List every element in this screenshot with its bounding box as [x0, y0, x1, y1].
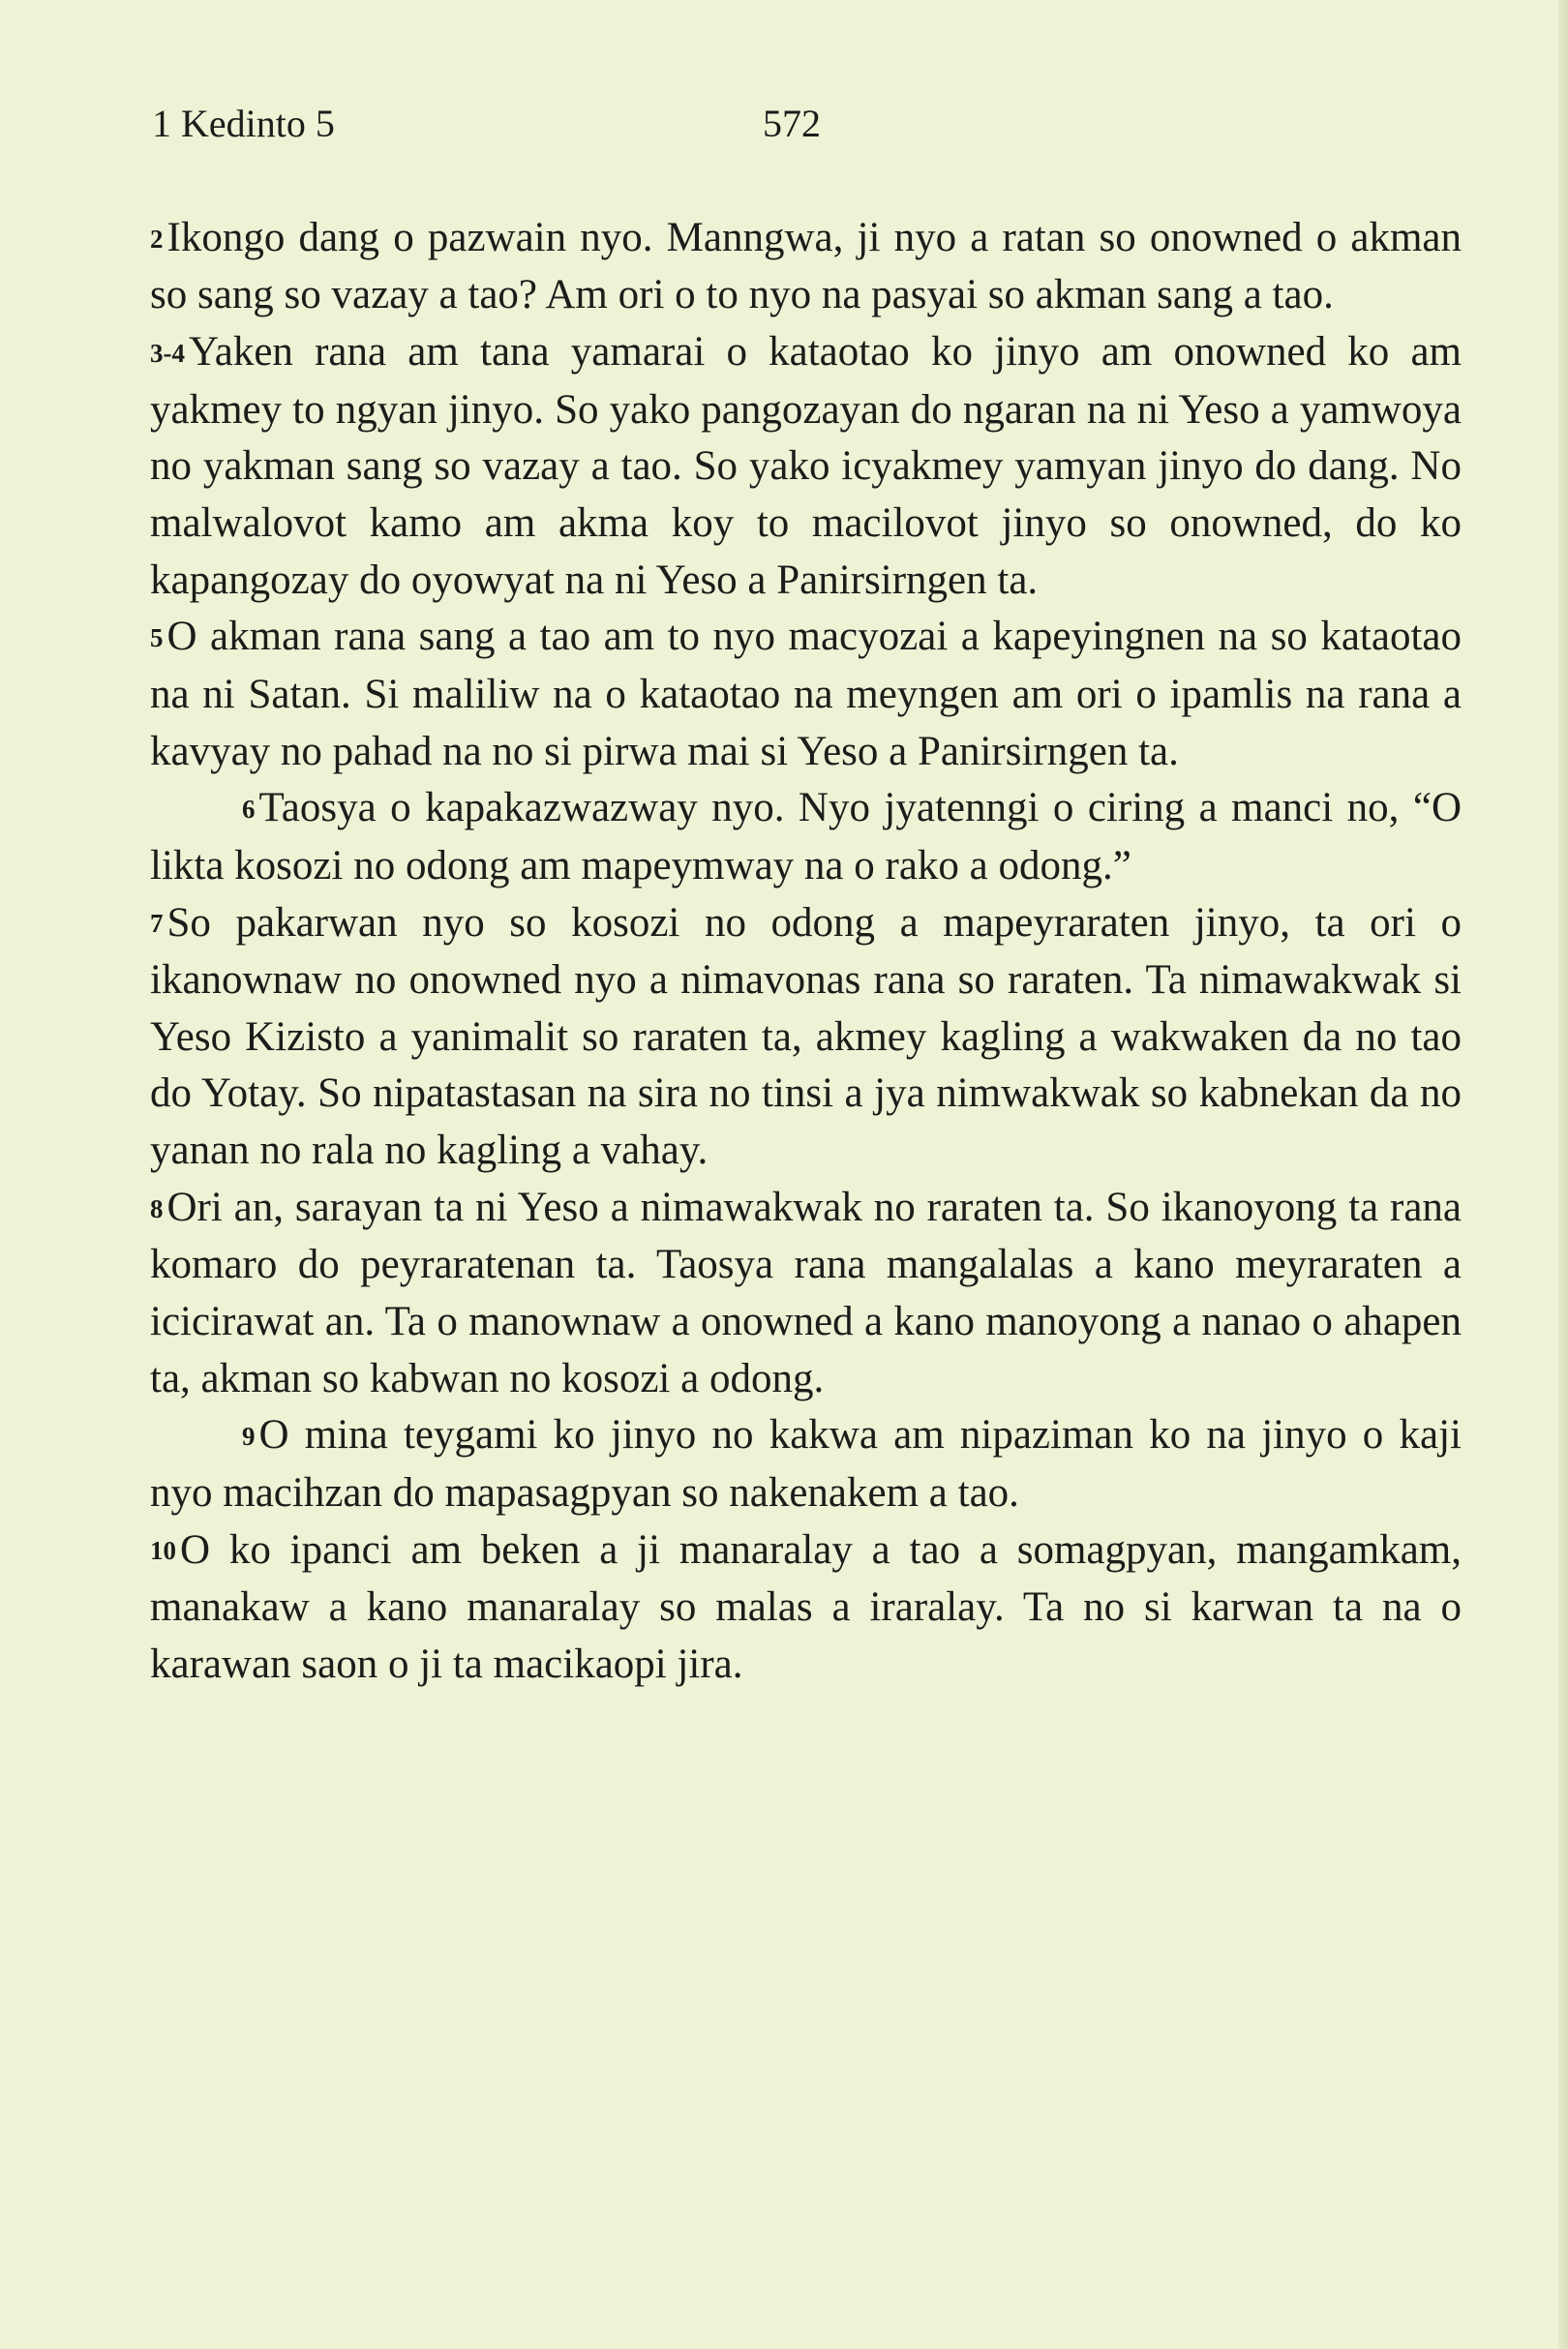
verse-paragraph — [150, 1407, 1462, 1521]
verse-text: O mina teygami ko jinyo no kakwa am nipaziman ko na jinyo o kaji nyo macihzan do mapasagpyan so nakenakem a tao. — [150, 1412, 1462, 1516]
verse-text: Ori an, sarayan ta ni Yeso a nimawakwak no raraten ta. So ikanoyong ta rana komaro do peyraratenan ta. Taosya rana mangalalas a kano meyraraten a icicirawat an. Ta o manownaw a onowned a kano manoyong a nanao o ahapen ta, akman so kabwan no kosozi a odong. — [150, 1184, 1462, 1401]
verse-paragraph — [150, 210, 1462, 324]
verse-text: Taosya o kapakazwazway nyo. Nyo jyatenngi o ciring a manci no, “O likta kosozi no odong am mapeymway na o rako a odong.” — [150, 785, 1462, 888]
verse-paragraph — [150, 1522, 1462, 1694]
running-header — [145, 95, 1462, 153]
page-number: 572 — [763, 102, 821, 145]
verse-paragraph — [150, 895, 1462, 1180]
verse-text: O ko ipanci am beken a ji manaralay a tao a somagpyan, mangamkam, manakaw a kano manaralay so malas a iraralay. Ta no si karwan ta na o karawan saon o ji ta macikaopi jira. — [150, 1526, 1462, 1687]
verse-paragraph — [150, 780, 1462, 894]
verse-number: 6 — [242, 795, 256, 825]
verse-number: 9 — [242, 1422, 256, 1452]
chapter-text — [150, 210, 1462, 1693]
verse-paragraph — [150, 324, 1462, 609]
verse-paragraph — [150, 609, 1462, 780]
book-chapter-label: 1 Kedinto 5 — [152, 102, 335, 145]
verse-number: 7 — [150, 909, 164, 939]
verse-text: Yaken rana am tana yamarai o kataotao ko jinyo am onowned ko am yakmey to ngyan jinyo. So yako pangozayan do ngaran na ni Yeso a yamwoya no yakman sang so vazay a tao. So yako icyakmey yamyan jinyo do dang. No malwalovot kamo am akma koy to macilovot jinyo so onowned, do ko kapangozay do oyowyat na ni Yeso a Panirsirngen ta. — [150, 329, 1462, 603]
verse-number: 10 — [150, 1536, 176, 1566]
verse-number: 8 — [150, 1193, 164, 1223]
page-edge — [1558, 0, 1568, 2349]
verse-number: 3-4 — [150, 338, 185, 368]
verse-text: Ikongo dang o pazwain nyo. Manngwa, ji nyo a ratan so onowned o akman so sang so vazay a tao? Am ori o to nyo na pasyai so akman sang a tao. — [150, 215, 1462, 318]
verse-number: 5 — [150, 623, 164, 653]
verse-text: O akman rana sang a tao am to nyo macyozai a kapeyingnen na so kataotao na ni Satan. Si maliliw na o kataotao na meyngen am ori o ipamlis na rana a kavyay no pahad na no si pirwa mai si Yeso a Panirsirngen ta. — [150, 614, 1462, 774]
verse-paragraph — [150, 1180, 1462, 1408]
verse-number: 2 — [150, 224, 164, 254]
verse-text: So pakarwan nyo so kosozi no odong a mapeyraraten jinyo, ta ori o ikanownaw no onowned nyo a nimavonas rana so raraten. Ta nimawakwak si Yeso Kizisto a yanimalit so raraten ta, akmey kagling a wakwaken da no tao do Yotay. So nipatastasan na sira no tinsi a jya nimwakwak so kabnekan da no yanan no rala no kagling a vahay. — [150, 899, 1462, 1174]
